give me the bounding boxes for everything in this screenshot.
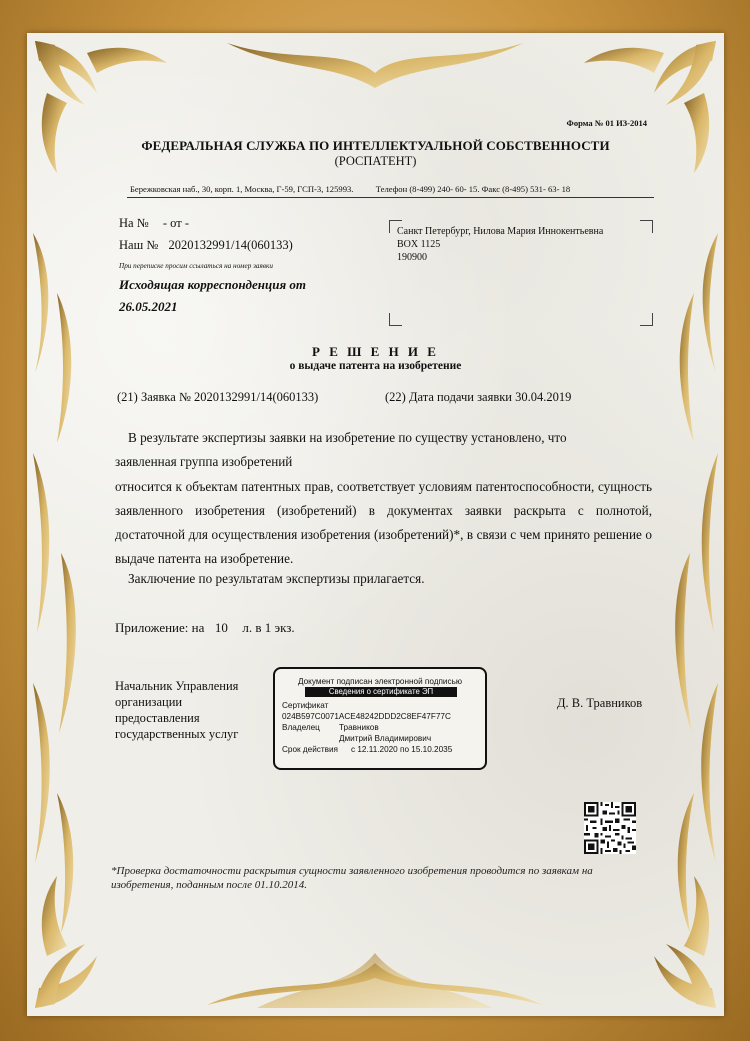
attachment-label: Приложение: на: [115, 620, 205, 635]
signature-cert-bar: Сведения о сертификате ЭП: [305, 687, 457, 697]
document-page: [27, 33, 724, 1016]
recipient-corner-tr: [640, 220, 653, 233]
cert-label: Сертификат: [282, 701, 329, 710]
outgoing-date: 26.05.2021: [119, 299, 178, 314]
org-phones: Телефон (8-499) 240- 60- 15. Факс (8-495) 531- 63- 18: [375, 184, 571, 194]
recipient-corner-bl: [389, 313, 402, 326]
filing-value: 30.04.2019: [515, 390, 572, 404]
org-address: Бережковская наб., 30, корп. 1, Москва, Г-59, ГСП-3, 125993.: [130, 184, 354, 194]
electronic-signature-stamp: [273, 667, 487, 770]
recipient-corner-br: [640, 313, 653, 326]
your-reference: [119, 216, 189, 231]
our-reference: [119, 238, 293, 253]
header-divider: [127, 197, 654, 198]
org-address-line: [130, 184, 570, 194]
outgoing-label: Исходящая корреспонденция от: [119, 277, 307, 292]
recipient-address: [397, 225, 603, 264]
owner-value-1: Травников: [339, 723, 379, 732]
attachment-count: 10: [214, 620, 228, 635]
our-ref-label: Наш №: [119, 238, 159, 252]
paragraph-2: относится к объектам патентных прав, соответствует условиям патентоспособности, сущность заявленного изобретения (изобретений) в документах заявки раскрыта с полнотой, достаточной для осуществления изобретения (изобретений)*, в связи с чем принято решение о выдаче патента на изобретение.: [115, 479, 652, 566]
attachment-rest: л. в 1 экз.: [242, 620, 295, 635]
attachment-line: [115, 620, 295, 636]
reply-note: При переписке просим ссылаться на номер заявки: [119, 262, 273, 270]
decision-subheading: о выдаче патента на изобретение: [289, 360, 462, 372]
your-ref-label: На №: [119, 216, 149, 230]
validity-label: Срок действия: [282, 745, 338, 754]
qr-code-icon: [584, 802, 636, 854]
org-subtitle: (РОСПАТЕНТ): [334, 154, 417, 168]
signer-position: [115, 678, 238, 742]
org-title: ФЕДЕРАЛЬНАЯ СЛУЖБА ПО ИНТЕЛЛЕКТУАЛЬНОЙ СОБСТВЕННОСТИ: [141, 138, 610, 153]
signature-header: Документ подписан электронной подписью: [297, 677, 463, 686]
recipient-line1: Санкт Петербург, Нилова Мария Иннокентьевна: [397, 226, 604, 237]
footnote: *Проверка достаточности раскрытия сущности заявленного изобретения проводится по заявкам на изобретения, поданным после 01.10.2014.: [111, 865, 593, 891]
owner-label: Владелец: [282, 723, 320, 732]
filing-date: [385, 390, 571, 405]
validity-value: с 12.11.2020 по 15.10.2035: [351, 745, 453, 754]
signer-position-line4: государственных услуг: [115, 727, 239, 741]
recipient-line2: BOX 1125: [397, 239, 441, 250]
application-number: [117, 390, 318, 405]
signer-position-line1: Начальник Управления: [115, 679, 239, 693]
your-ref-value: - от -: [162, 216, 190, 230]
filing-label: (22) Дата подачи заявки: [385, 390, 512, 404]
paragraph-3: Заключение по результатам экспертизы прилагается.: [128, 571, 425, 586]
form-number: Форма № 01 ИЗ-2014: [566, 118, 647, 128]
our-ref-value: 2020132991/14(060133): [168, 238, 293, 252]
signer-name: Д. В. Травников: [557, 696, 643, 710]
recipient-line3: 190900: [397, 252, 427, 263]
signer-position-line2: организации: [115, 695, 183, 709]
cert-value: 024B597C0071ACE48242DDD2C8EF47F77C: [282, 712, 451, 721]
paragraph-1: В результате экспертизы заявки на изобретение по существу установлено, что заявленная группа изобретений: [115, 430, 567, 469]
signer-position-line3: предоставления: [115, 711, 200, 725]
owner-value-2: Дмитрий Владимирович: [339, 734, 432, 743]
application-value: 2020132991/14(060133): [194, 390, 319, 404]
decision-heading: Р Е Ш Е Н И Е: [312, 344, 439, 359]
application-label: (21) Заявка №: [117, 390, 191, 404]
